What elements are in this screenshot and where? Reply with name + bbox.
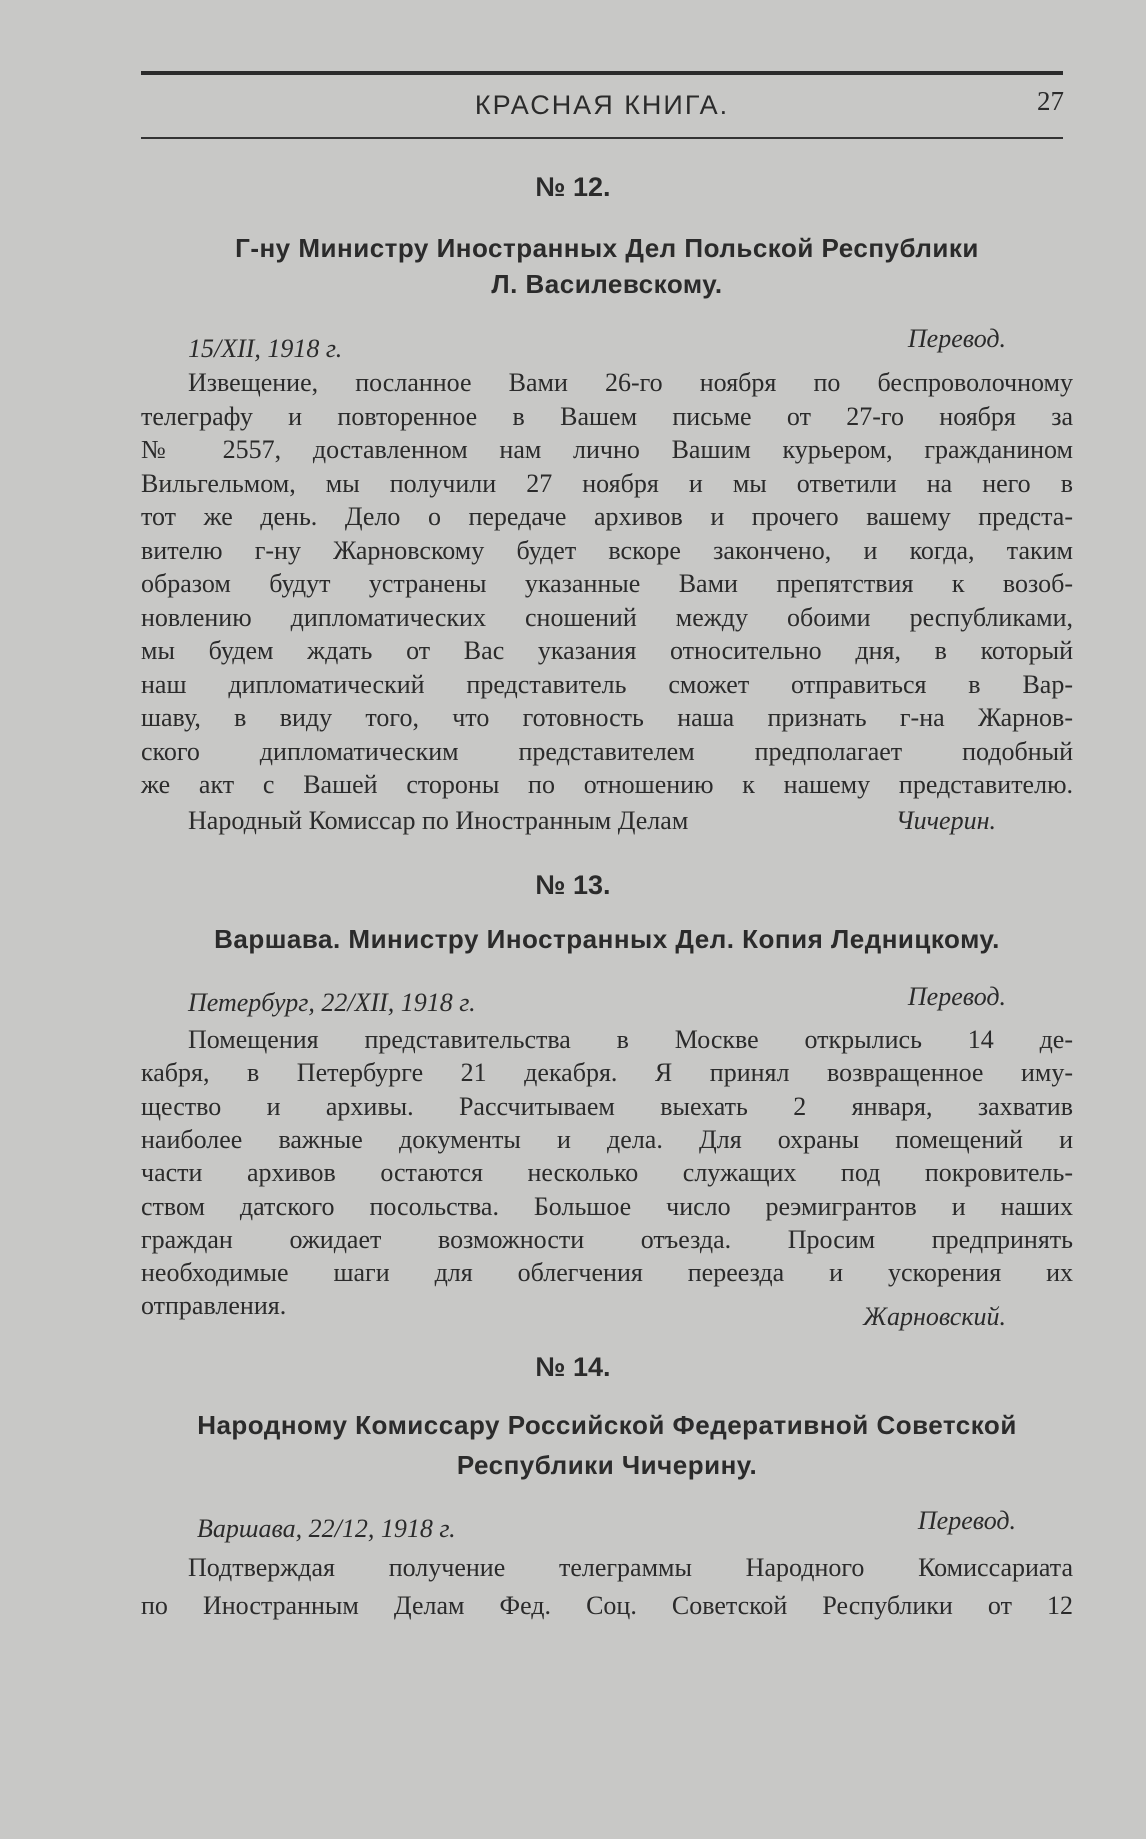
- doc12-heading-line: Л. Василевскому.: [491, 269, 723, 299]
- doc13-date: Петербург, 22/XII, 1918 г.: [188, 988, 476, 1017]
- body-line: Подтверждая получение телеграммы Народного Комиссариата: [188, 1553, 1073, 1582]
- header-rule-bottom: [141, 137, 1063, 139]
- body-line: мы будем ждать от Вас указания относительно дня, в который: [141, 636, 1073, 665]
- doc13-translation-note: Перевод.: [907, 982, 1006, 1011]
- body-line: ством датского посольства. Большое число реэмигрантов и наших: [141, 1191, 1073, 1221]
- doc14-heading-line: Народному Комиссару Российской Федеративной Советской: [197, 1410, 1017, 1440]
- doc13-signature: [863, 1302, 1006, 1332]
- body-line: наиболее важные документы и дела. Для охраны помещений и: [141, 1124, 1073, 1154]
- body-line: тот же день. Дело о передаче архивов и прочего вашему предста-: [141, 502, 1073, 531]
- body-line: Извещение, посланное Вами 26-го ноября по беспроволочному: [188, 368, 1073, 397]
- doc13-number: № 13.: [535, 870, 611, 900]
- body-line: по Иностранным Делам Фед. Соц. Советской Республики от 12: [141, 1591, 1073, 1620]
- body-line: наш дипломатический представитель сможет отправиться в Вар-: [141, 669, 1073, 699]
- body-line: Помещения представительства в Москве открылись 14 де-: [188, 1025, 1073, 1054]
- header-rule-top: [141, 71, 1063, 75]
- doc14-number: № 14.: [535, 1352, 611, 1382]
- doc12-heading-line: Г-ну Министру Иностранных Дел Польской Республики: [235, 233, 979, 263]
- body-line: граждан ожидает возможности отъезда. Просим предпринять: [141, 1224, 1073, 1254]
- page-number: 27: [1037, 86, 1064, 116]
- signature-name: Чичерин.: [895, 806, 996, 835]
- body-line: новлению дипломатических сношений между обоими республиками,: [141, 602, 1073, 632]
- doc13-heading-line: Варшава. Министру Иностранных Дел. Копия Ледницкому.: [214, 924, 1000, 954]
- body-line: шаву, в виду того, что готовность наша признать г-на Жарнов-: [141, 703, 1073, 732]
- body-line: части архивов остаются несколько служащих под покровитель-: [141, 1158, 1073, 1188]
- doc12-date: 15/XII, 1918 г.: [188, 334, 343, 363]
- body-line: № 2557, доставленном нам лично Вашим курьером, гражданином: [141, 435, 1073, 464]
- body-line: образом будут устранены указанные Вами препятствия к возоб-: [141, 569, 1073, 598]
- body-line: ского дипломатическим представителем предполагает подобный: [141, 736, 1073, 766]
- doc12-number: № 12.: [535, 172, 611, 202]
- body-line: телеграфу и повторенное в Вашем письме от 27-го ноября за: [141, 401, 1073, 431]
- running-title: КРАСНАЯ КНИГА.: [474, 90, 730, 120]
- body-line: вителю г-ну Жарновскому будет вскоре закончено, и когда, таким: [141, 535, 1073, 565]
- body-line: Вильгельмом, мы получили 27 ноября и мы ответили на него в: [141, 468, 1073, 498]
- body-line: кабря, в Петербурге 21 декабря. Я принял возвращенное иму-: [141, 1058, 1073, 1088]
- body-line: отправления.: [141, 1291, 287, 1321]
- doc12-translation-note: Перевод.: [907, 324, 1006, 353]
- body-line: щество и архивы. Рассчитываем выехать 2 января, захватив: [141, 1091, 1073, 1121]
- doc14-heading-line: Республики Чичерину.: [456, 1450, 758, 1480]
- signature-title: Народный Комиссар по Иностранным Делам: [188, 806, 689, 835]
- body-line: необходимые шаги для облегчения переезда и ускорения их: [141, 1258, 1073, 1288]
- signature-name: Жарновский.: [863, 1302, 1006, 1331]
- doc14-date: Варшава, 22/12, 1918 г.: [197, 1514, 456, 1543]
- body-line: же акт с Вашей стороны по отношению к нашему представителю.: [141, 770, 1073, 799]
- doc14-translation-note: Перевод.: [917, 1506, 1016, 1535]
- doc12-signature: [188, 806, 996, 836]
